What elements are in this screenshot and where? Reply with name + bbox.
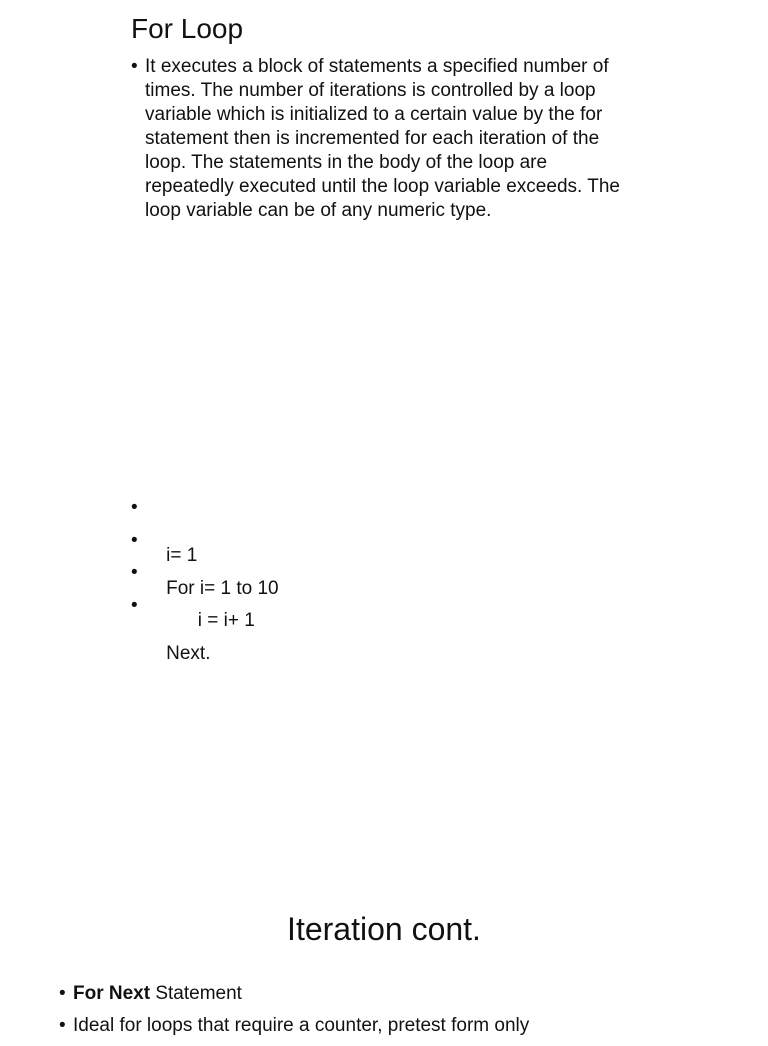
statement-text: Statement <box>150 983 242 1004</box>
bullet-icon: • <box>59 1015 66 1036</box>
bullet-icon: • <box>131 497 138 518</box>
list-item <box>131 55 631 223</box>
code-line: For i= 1 to 10 <box>166 577 279 599</box>
statement-keyword: For Next <box>73 983 151 1004</box>
description-text: It executes a block of statements a specified number of times. The number of iterations is controlled by a loop variable which is initialized to a certain value by the for statement then is incremented for each iteration of the loop. The statements in the body of the loop are repeatedly executed until the loop variable exceeds. The loop variable can be of any numeric type. <box>145 56 620 221</box>
code-example-list <box>131 496 279 664</box>
code-line: Next. <box>166 642 211 664</box>
bullet-icon: • <box>131 56 138 77</box>
bullet-icon: • <box>131 594 138 616</box>
code-line: i = i+ 1 <box>166 610 255 631</box>
list-item <box>131 561 279 631</box>
bullet-icon: • <box>131 562 138 583</box>
list-item <box>131 529 279 599</box>
list-item <box>59 1014 529 1046</box>
list-item <box>131 496 279 566</box>
slide-title: For Loop <box>131 13 244 44</box>
list-item <box>59 982 529 1014</box>
statement-text: Ideal for loops that require a counter, pretest form only <box>73 1015 530 1036</box>
bullet-icon: • <box>59 983 66 1004</box>
bullet-icon: • <box>131 529 138 551</box>
statement-list <box>59 982 529 1046</box>
code-line: i= 1 <box>166 545 198 566</box>
section-title: Iteration cont. <box>287 911 481 947</box>
description-list <box>131 55 631 223</box>
list-item <box>131 594 279 664</box>
